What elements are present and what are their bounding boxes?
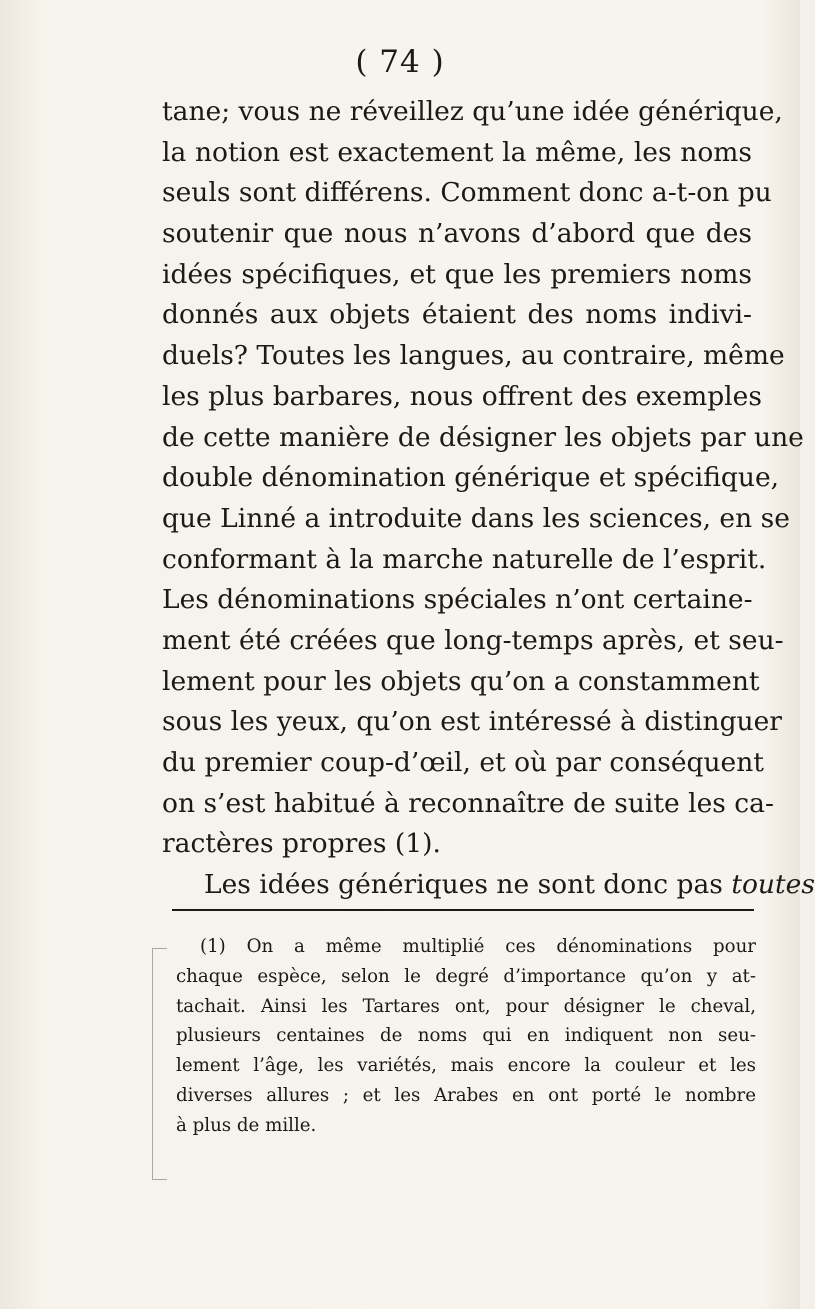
text-line: on s’est habitué à reconnaître de suite les ca-	[162, 787, 774, 819]
footnote-line: plusieurs centaines de noms qui en indiquent non seu-	[176, 1025, 756, 1047]
footnote	[176, 932, 756, 1141]
text-line: du premier coup-d’œil, et où par conséquent	[162, 747, 764, 778]
footnote-line: à plus de mille.	[176, 1114, 317, 1136]
text-line: donnés aux objets étaient des noms indivi-	[162, 299, 752, 331]
text-line: ment été créées que long-temps après, et seu-	[162, 624, 784, 656]
text-line: conformant à la marche naturelle de l’esprit.	[162, 543, 767, 575]
text-line: double dénomination générique et spécifique,	[162, 462, 780, 494]
page-number: ( 74 )	[355, 44, 445, 80]
text-line: sous les yeux, qu’on est intéressé à distinguer	[162, 706, 782, 738]
footnote-rule	[172, 909, 754, 911]
text-line: la notion est exactement la même, les noms	[162, 136, 752, 168]
paragraph-start-line	[162, 865, 815, 906]
footnote-line: tachait. Ainsi les Tartares ont, pour désigner le cheval,	[176, 995, 756, 1017]
text-line: que Linné a introduite dans les sciences, en se	[162, 502, 790, 534]
footnote-line: chaque espèce, selon le degré d’importance qu’on y at-	[176, 965, 756, 987]
text-line: ractères propres (1).	[162, 828, 441, 860]
text-line: tane; vous ne réveillez qu’une idée générique,	[162, 96, 783, 127]
footnote-line: (1) On a même multiplié ces dénominations pour	[200, 936, 756, 957]
text-line: duels? Toutes les langues, au contraire, même	[162, 340, 785, 372]
text-line: seuls sont différens. Comment donc a-t-on pu	[162, 177, 772, 209]
italic-word: toutes	[731, 869, 815, 901]
text-line: de cette manière de désigner les objets par une	[162, 421, 804, 453]
text-line: idées spécifiques, et que les premiers noms	[162, 258, 752, 290]
margin-bracket-mark	[152, 948, 167, 1180]
text-line: lement pour les objets qu’on a constamment	[162, 665, 760, 697]
main-text	[162, 92, 815, 906]
footnote-line: diverses allures ; et les Arabes en ont porté le nombre	[176, 1084, 756, 1106]
text-line: Les dénominations spéciales n’ont certaine-	[162, 584, 753, 616]
text-line: les plus barbares, nous offrent des exemples	[162, 380, 762, 412]
paragraph-text: Les idées génériques ne sont donc pas	[204, 869, 723, 901]
footnote-line: lement l’âge, les variétés, mais encore la couleur et les	[176, 1055, 756, 1077]
text-line: soutenir que nous n’avons d’abord que des	[162, 218, 752, 250]
